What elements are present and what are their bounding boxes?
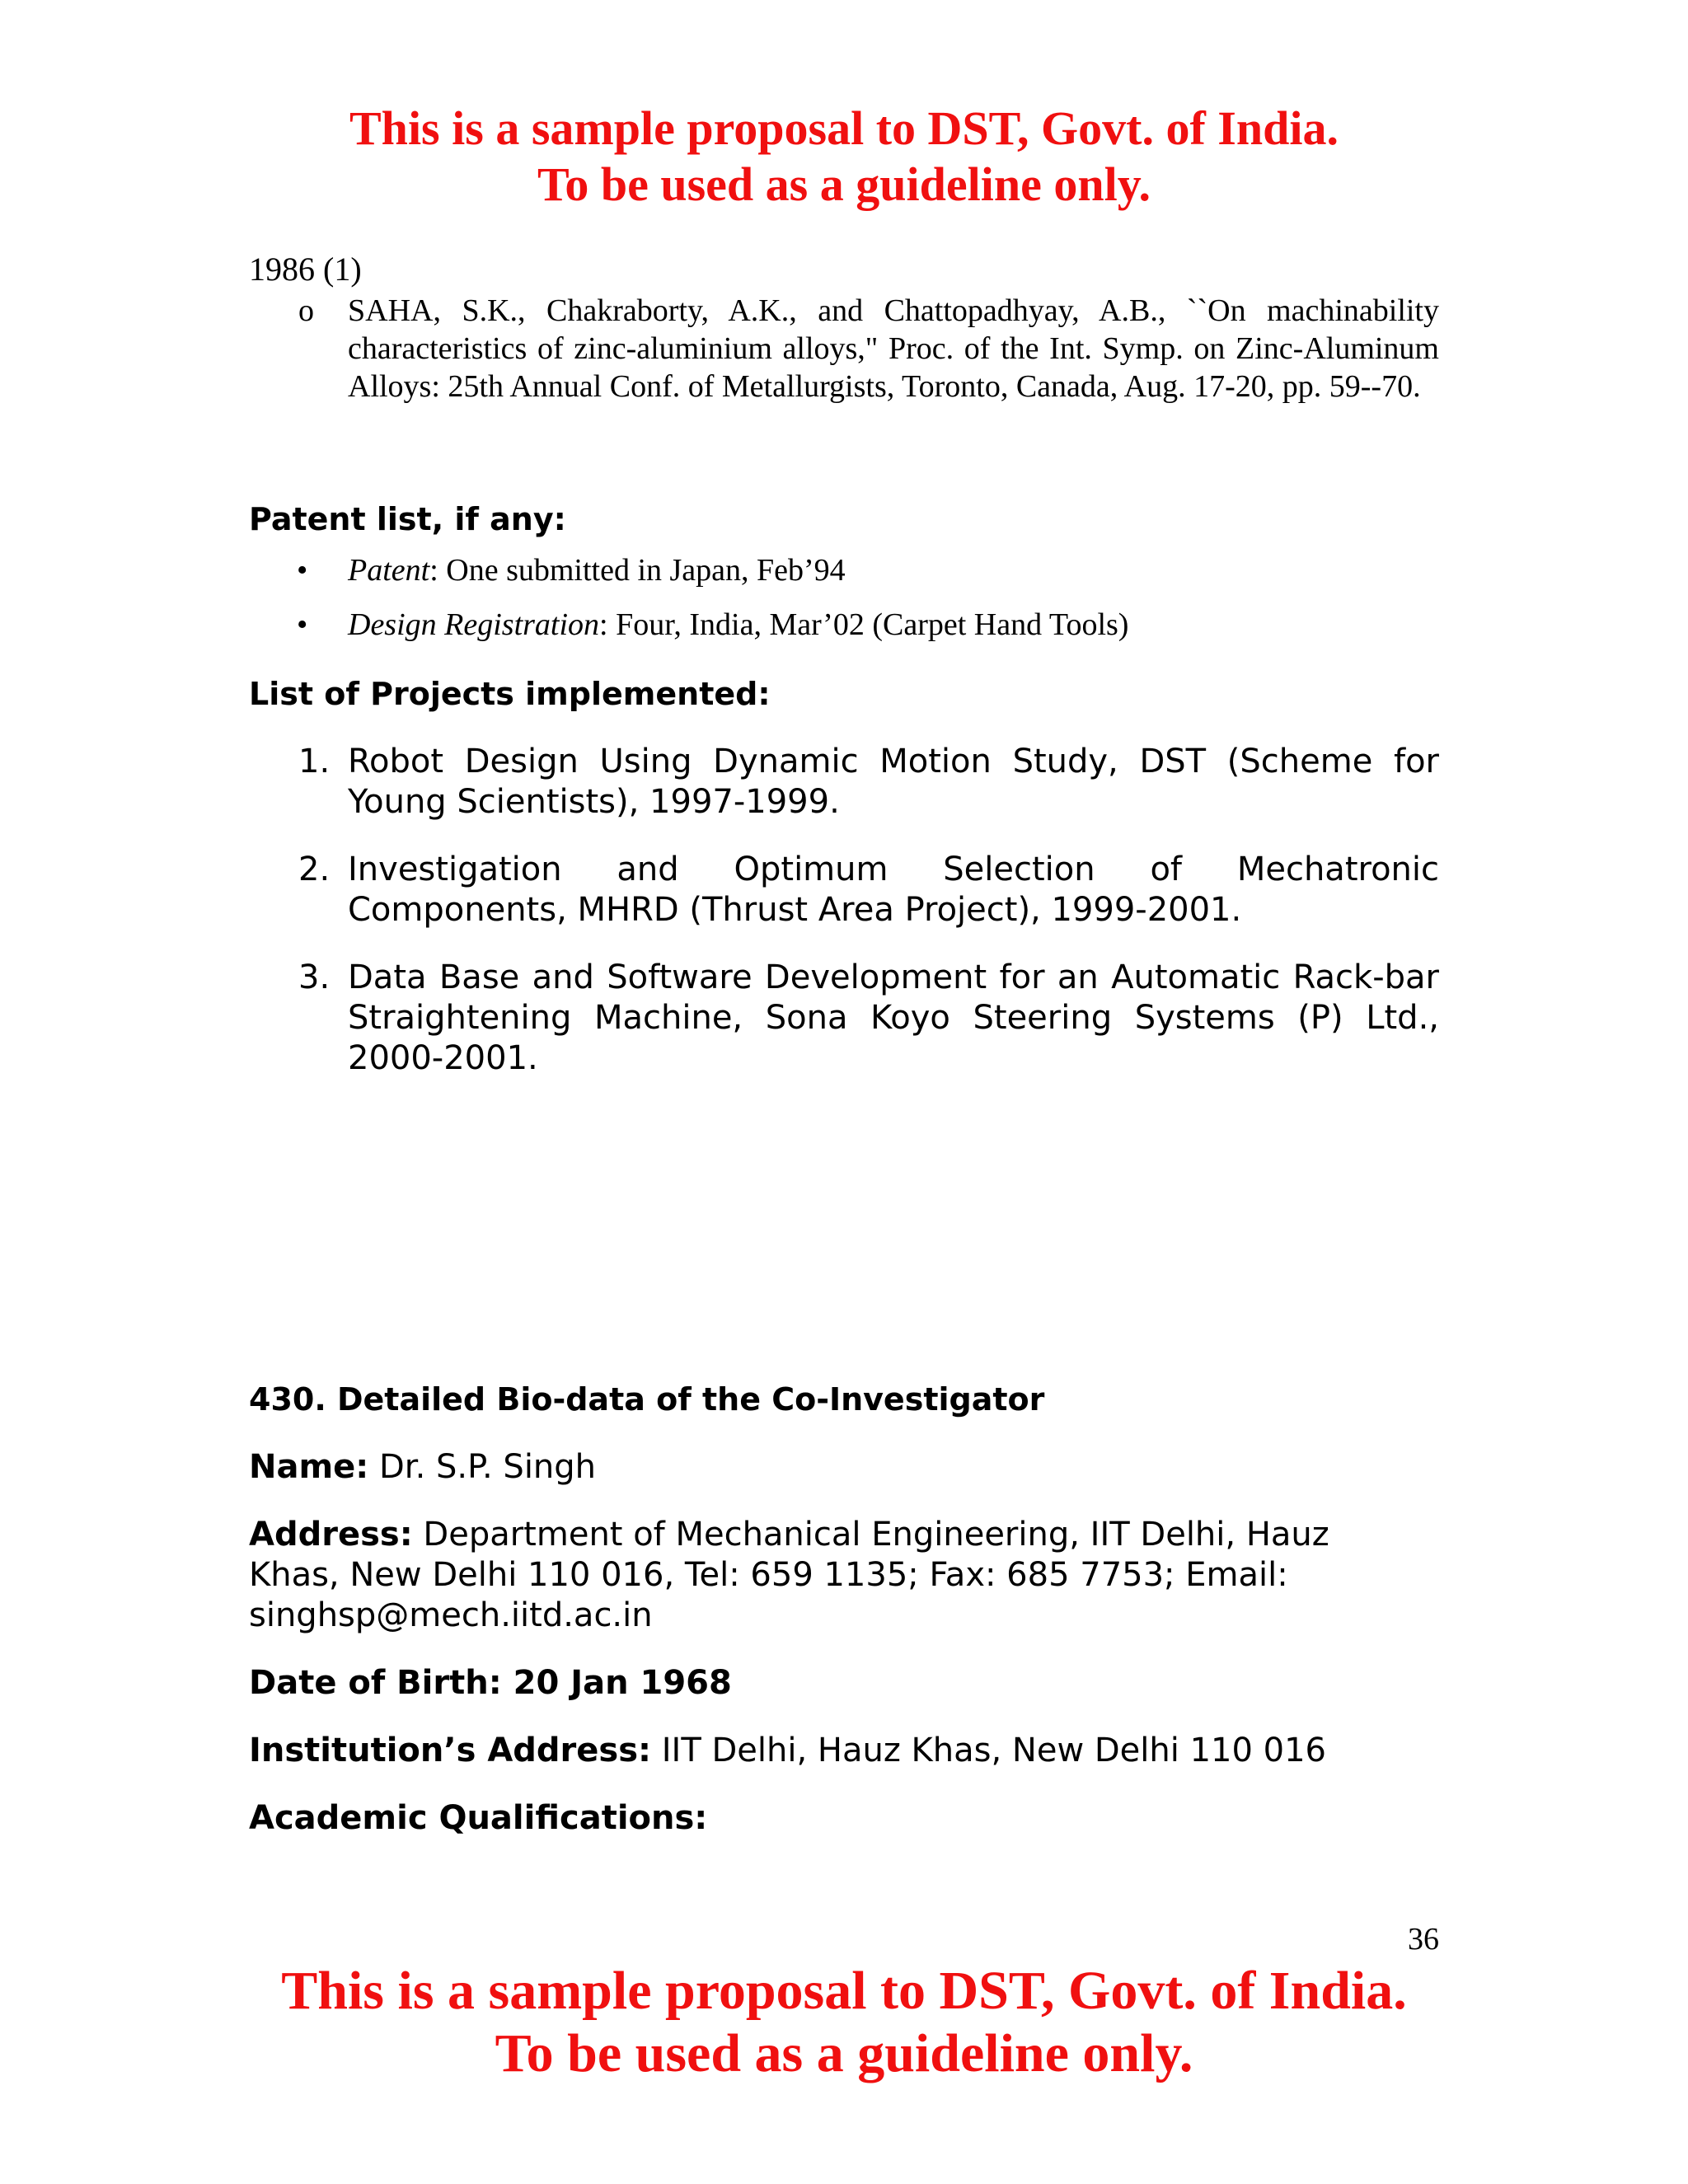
address-field xyxy=(249,1515,1345,1636)
patent-text: : Four, India, Mar’02 (Carpet Hand Tools) xyxy=(599,607,1129,642)
patent-text: : One submitted in Japan, Feb’94 xyxy=(429,553,846,588)
list-item xyxy=(249,850,1439,930)
item-number: 1. xyxy=(298,743,331,780)
address-value: Department of Mechanical Engineering, IIT Delhi, Hauz Khas, New Delhi 110 016, Tel: 659 1135; Fax: 685 7753; Email: singhsp@mech.iitd.ac.in xyxy=(249,1516,1329,1634)
institution-field xyxy=(249,1731,1439,1771)
bullet-icon: • xyxy=(297,553,308,588)
name-field xyxy=(249,1447,1439,1488)
banner-line-2: To be used as a guideline only. xyxy=(495,2023,1193,2083)
biodata-heading: 430. Detailed Bio-data of the Co-Investigator xyxy=(249,1381,1045,1418)
address-label: Address: xyxy=(249,1516,413,1554)
patent-list xyxy=(249,551,1439,659)
institution-value: IIT Delhi, Hauz Khas, New Delhi 110 016 xyxy=(661,1732,1326,1769)
bullet-icon: • xyxy=(297,607,308,642)
project-text: Data Base and Software Development for an Automatic Rack-bar Straightening Machine, Sona Koyo Steering Systems (P) Ltd., 2000-2001. xyxy=(348,958,1439,1077)
name-label: Name: xyxy=(249,1448,369,1486)
patent-list-heading: Patent list, if any: xyxy=(249,501,566,537)
list-item xyxy=(249,742,1439,823)
item-number: 3. xyxy=(298,958,331,996)
academic-field xyxy=(249,1798,1439,1839)
dob-text: Date of Birth: 20 Jan 1968 xyxy=(249,1664,732,1702)
banner-line-1: This is a sample proposal to DST, Govt. of India. xyxy=(349,101,1339,155)
academic-label: Academic Qualifications: xyxy=(249,1799,708,1837)
projects-list xyxy=(249,742,1439,1106)
projects-heading: List of Projects implemented: xyxy=(249,676,771,712)
list-item xyxy=(249,605,1439,644)
list-item xyxy=(249,551,1439,590)
project-text: Robot Design Using Dynamic Motion Study, DST (Scheme for Young Scientists), 1997-1999. xyxy=(348,743,1439,821)
banner-line-1: This is a sample proposal to DST, Govt. of India. xyxy=(281,1961,1407,2021)
banner-line-2: To be used as a guideline only. xyxy=(537,157,1151,211)
patent-label: Design Registration xyxy=(348,607,600,642)
item-number: 2. xyxy=(298,851,331,888)
name-value: Dr. S.P. Singh xyxy=(379,1448,597,1486)
watermark-banner-top xyxy=(0,101,1688,213)
watermark-banner-bottom xyxy=(0,1960,1688,2085)
dob-field xyxy=(249,1663,1439,1704)
publication-text: SAHA, S.K., Chakraborty, A.K., and Chattopadhyay, A.B., ``On machinability characteristics of zinc-aluminium alloys," Proc. of the Int. Symp. on Zinc-Aluminum Alloys: 25th Annual Conf. of Metallurgists, Toronto, Canada, Aug. 17-20, pp. 59--70. xyxy=(348,293,1439,404)
publication-year: 1986 (1) xyxy=(249,251,362,288)
list-marker: o xyxy=(298,293,314,328)
list-item xyxy=(249,958,1439,1079)
publication-entry xyxy=(249,292,1439,405)
institution-label: Institution’s Address: xyxy=(249,1732,652,1769)
patent-label: Patent xyxy=(348,553,430,588)
page-number: 36 xyxy=(1408,1922,1439,1957)
project-text: Investigation and Optimum Selection of Mechatronic Components, MHRD (Thrust Area Project), 1999-2001. xyxy=(348,851,1439,929)
